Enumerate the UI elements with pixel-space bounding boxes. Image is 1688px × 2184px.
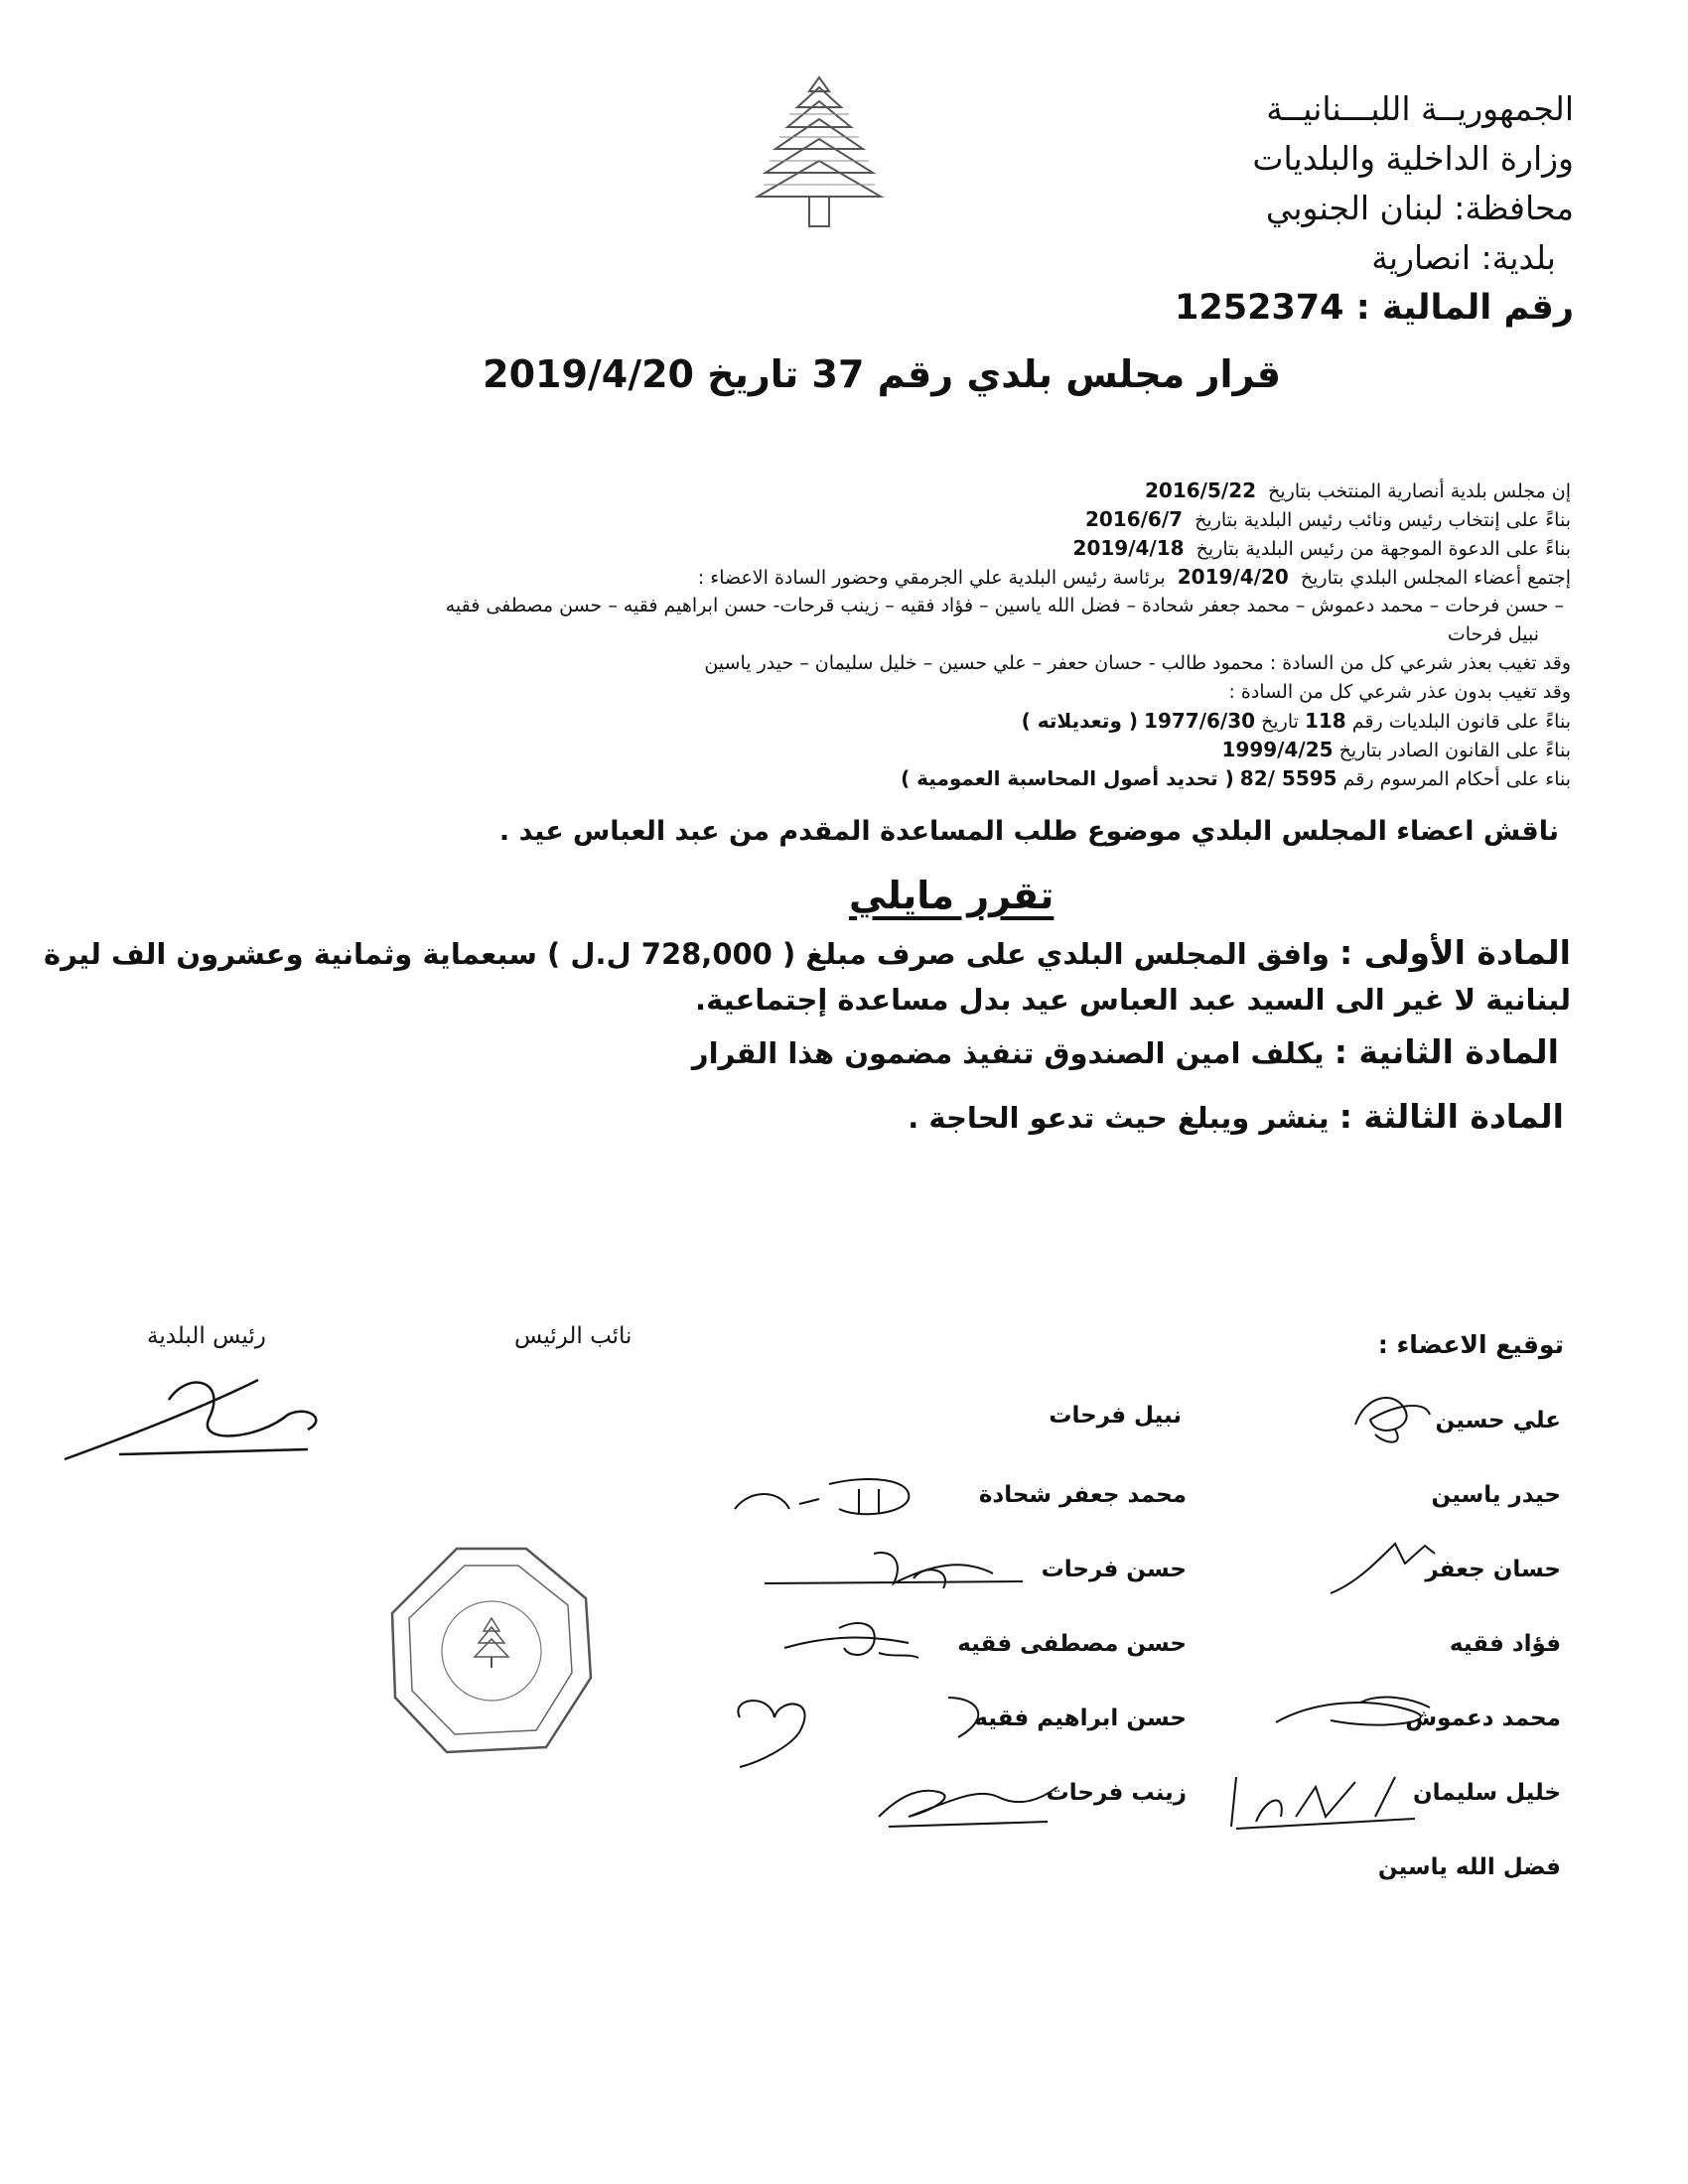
member-name: خليل سليمان (1413, 1780, 1561, 1806)
preamble-date: 2019/4/18 (1072, 536, 1185, 560)
preamble-text: بناءً على قانون البلديات رقم (1351, 711, 1571, 733)
preamble-text: إجتمع أعضاء المجلس البلدي بتاريخ (1300, 567, 1571, 589)
attendees-line: نبيل فرحات (1447, 623, 1539, 645)
discussion-line: ناقش اعضاء المجلس البلدي موضوع طلب المساعدة المقدم من عبد العباس عيد . (498, 816, 1559, 847)
member-signature (869, 1767, 1067, 1837)
member-name: حيدر ياسين (1431, 1482, 1561, 1508)
member-name: حسان جعفر (1425, 1557, 1561, 1582)
member-name: محمد دعموش (1405, 1706, 1561, 1731)
article-label: المادة الأولى : (1339, 933, 1571, 972)
article-1 (44, 933, 1571, 972)
preamble-line (1022, 709, 1571, 734)
article-text: وافق المجلس البلدي على صرف مبلغ ( 728,000 ل.ل ) سبعماية وثمانية وعشرون الف ليرة (43, 937, 1330, 971)
article-2 (692, 1032, 1559, 1071)
preamble-line (1222, 738, 1571, 762)
excused-line: وقد تغيب بعذر شرعي كل من السادة : محمود طالب - حسان حعفر – علي حسين – خليل سليمان – حيدر ياسين (704, 652, 1571, 674)
president-signature (60, 1360, 338, 1469)
preamble-date: 1977/6/30 (1144, 709, 1256, 733)
member-signature (779, 1613, 928, 1673)
preamble-date: 2016/5/22 (1145, 478, 1257, 502)
member-signature (1336, 1385, 1445, 1454)
ministry-name: وزارة الداخلية والبلديات (1252, 139, 1574, 178)
preamble-line (1073, 536, 1571, 561)
preamble-line (698, 565, 1571, 590)
article-label: المادة الثالثة : (1338, 1097, 1564, 1136)
member-signature (720, 1469, 918, 1529)
preamble-text: ( وتعديلاته ) (1021, 709, 1138, 733)
attendees-line: – حسن فرحات – محمد دعموش – محمد جعفر شحادة – فضل الله ياسين – فؤاد فقيه – زينب قرحات- حسن ابراهيم فقيه – حسن مصطفى فقيه (445, 595, 1564, 616)
preamble-text: ( تحديد أصول المحاسبة العمومية ) (901, 766, 1234, 790)
article-1-continued: لبنانية لا غير الى السيد عبد العباس عيد بدل مساعدة إجتماعية. (695, 983, 1571, 1017)
member-name: حسن فرحات (1041, 1557, 1187, 1582)
member-name: محمد جعفر شحادة (978, 1482, 1187, 1508)
article-label: المادة الثانية : (1334, 1032, 1559, 1071)
member-signature (1271, 1683, 1440, 1742)
absent-line: وقد تغيب بدون عذر شرعي كل من السادة : (1228, 681, 1571, 703)
preamble-line (1145, 478, 1571, 503)
member-name: علي حسين (1435, 1408, 1561, 1433)
member-name: نبيل فرحات (1049, 1403, 1182, 1429)
member-name: زينب فرحات (1046, 1780, 1187, 1806)
preamble-text: بناءً على الدعوة الموجهة من رئيس البلدية بتاريخ (1196, 538, 1571, 560)
preamble-date: 2019/4/20 (1177, 565, 1289, 589)
preamble-date: 1999/4/25 (1221, 738, 1334, 761)
decision-heading: تقرر مايلي (849, 874, 1055, 917)
law-number: 118 (1304, 709, 1346, 733)
decree-number: 5595 /82 (1239, 766, 1337, 790)
members-signature-heading: توقيع الاعضاء : (1377, 1330, 1564, 1359)
article-3 (908, 1097, 1564, 1136)
deputy-president-label: نائب الرئيس (514, 1323, 633, 1349)
finance-number: رقم المالية : 1252374 (1175, 288, 1574, 328)
preamble-text: إن مجلس بلدية أنصارية المنتخب بتاريخ (1268, 480, 1571, 502)
member-name: فضل الله ياسين (1377, 1854, 1561, 1880)
municipality-stamp (387, 1544, 596, 1757)
preamble-date: 2016/6/7 (1084, 507, 1184, 531)
governorate-name: محافظة: لبنان الجنوبي (1265, 189, 1574, 227)
member-signature (1326, 1534, 1445, 1603)
member-name: حسن مصطفى فقيه (957, 1631, 1187, 1657)
preamble-line (1085, 507, 1571, 532)
cedar-emblem-icon (750, 69, 889, 233)
preamble-text: بناء على أحكام المرسوم رقم (1342, 768, 1571, 790)
preamble-text: تاريخ (1261, 711, 1299, 733)
preamble-text: بناءً على إنتخاب رئيس ونائب رئيس البلدية بتاريخ (1195, 509, 1571, 531)
article-text: يكلف امين الصندوق تنفيذ مضمون هذا القرار (691, 1036, 1325, 1070)
member-name: فؤاد فقيه (1449, 1631, 1561, 1657)
preamble-line (901, 766, 1571, 791)
member-signature (755, 1544, 1033, 1603)
member-signature (720, 1678, 1008, 1777)
member-signature (1226, 1767, 1425, 1837)
president-label: رئيس البلدية (147, 1323, 266, 1349)
decision-title: قرار مجلس بلدي رقم 37 تاريخ 2019/4/20 (483, 352, 1281, 396)
municipality-name: بلدية: انصارية (1371, 238, 1556, 277)
member-name: حسن ابراهيم فقيه (974, 1706, 1187, 1731)
preamble-text: برئاسة رئيس البلدية علي الجرمقي وحضور السادة الاعضاء : (697, 567, 1166, 589)
article-text: ينشر ويبلغ حيث تدعو الحاجة . (908, 1101, 1330, 1135)
republic-name: الجمهوريــة اللبـــنانيــة (1266, 89, 1574, 128)
preamble-text: بناءً على القانون الصادر بتاريخ (1338, 740, 1571, 761)
letterhead (1018, 84, 1574, 333)
